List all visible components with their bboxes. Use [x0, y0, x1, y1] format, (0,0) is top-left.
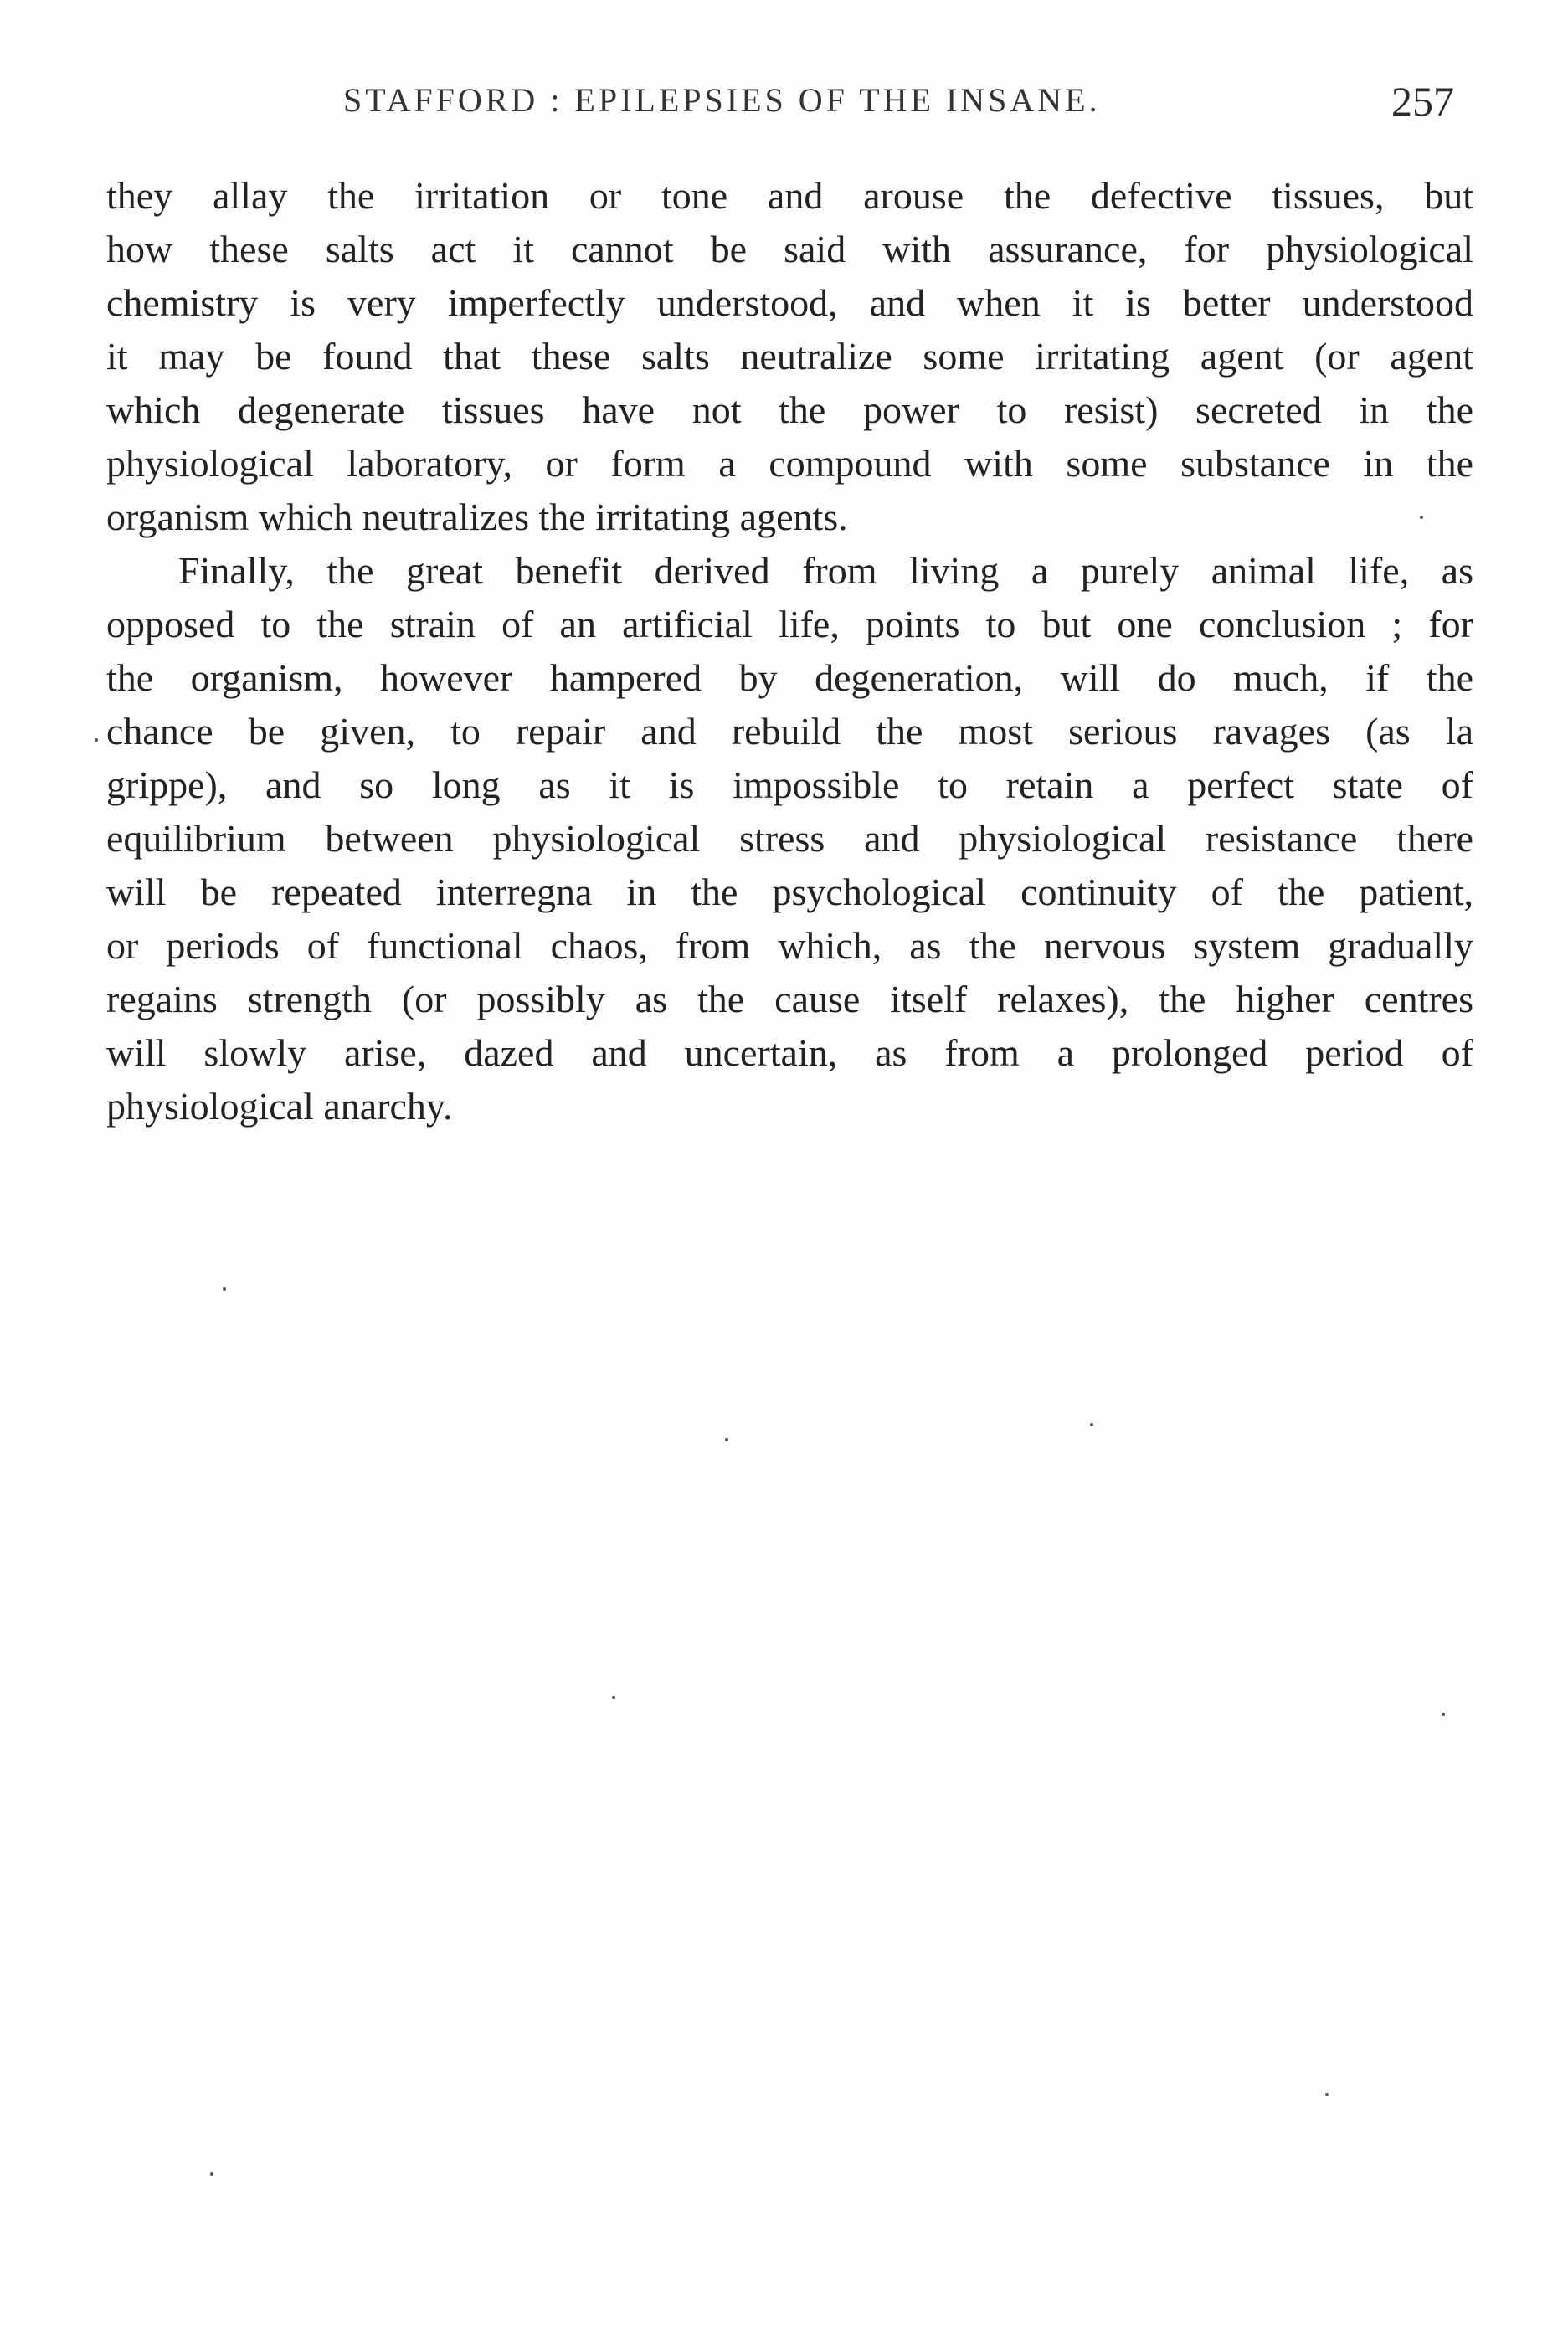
- text-line: will be repeated interregna in the psychological continuity of the patient,: [106, 871, 1473, 913]
- text-line: will slowly arise, dazed and uncertain, as from a prolonged period of: [106, 1031, 1473, 1074]
- scan-speck: [1325, 2093, 1329, 2096]
- text-line: which degenerate tissues have not the power to resist) secreted in the: [106, 388, 1473, 431]
- text-line: they allay the irritation or tone and arouse the defective tissues, but: [106, 174, 1473, 217]
- paragraph-1: [106, 169, 1473, 544]
- text-line: physiological laboratory, or form a compound with some substance in the: [106, 442, 1473, 485]
- text-line: organism which neutralizes the irritating agents.: [106, 496, 848, 538]
- text-line: the organism, however hampered by degeneration, will do much, if the: [106, 656, 1473, 699]
- text-line: opposed to the strain of an artificial life, points to but one conclusion ; for: [106, 603, 1473, 645]
- running-title: STAFFORD : EPILEPSIES OF THE INSANE.: [343, 81, 1101, 119]
- text-line: regains strength (or possibly as the cause itself relaxes), the higher centres: [106, 978, 1473, 1020]
- scan-speck: [95, 738, 98, 742]
- page-number: 257: [1391, 78, 1454, 125]
- scan-speck: [1442, 1713, 1445, 1716]
- text-line: how these salts act it cannot be said with assurance, for physiological: [106, 228, 1473, 270]
- text-line: it may be found that these salts neutralize some irritating agent (or agent: [106, 335, 1473, 378]
- text-line: or periods of functional chaos, from which, as the nervous system gradually: [106, 924, 1473, 967]
- text-line: chance be given, to repair and rebuild the most serious ravages (as la: [106, 710, 1473, 753]
- body-text: [106, 169, 1473, 1133]
- scan-speck: [612, 1696, 615, 1699]
- scan-speck: [725, 1438, 728, 1441]
- text-line: Finally, the great benefit derived from living a purely animal life, as: [178, 549, 1473, 592]
- paragraph-2: [106, 544, 1473, 1133]
- scan-speck: [1090, 1423, 1093, 1426]
- text-line: chemistry is very imperfectly understood, and when it is better understood: [106, 281, 1473, 324]
- scan-speck: [1420, 516, 1423, 519]
- text-line: equilibrium between physiological stress and physiological resistance there: [106, 817, 1473, 860]
- scan-speck: [210, 2172, 213, 2176]
- text-line: physiological anarchy.: [106, 1085, 453, 1128]
- scan-speck: [223, 1287, 226, 1291]
- text-line: grippe), and so long as it is impossible to retain a perfect state of: [106, 763, 1473, 806]
